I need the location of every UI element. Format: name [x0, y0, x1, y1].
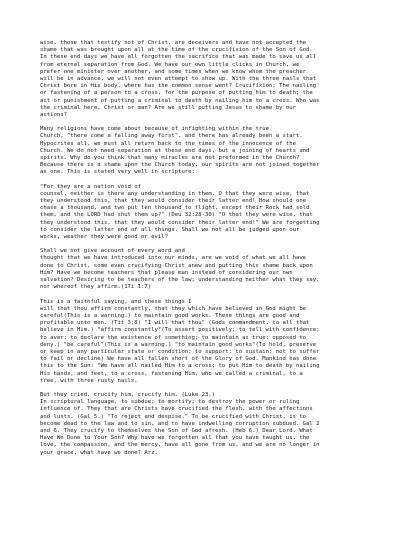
document-page: [40, 40, 390, 464]
paragraph: Shall we not give account of every word and thought that we have introduced into our minds, are we void of what we all have done to Christ, some even crucifying Christ anew and putting this shame back upon Him? Have we become teachers that please man instead of considering our own salvation? Desiring to be teachers of the law; understanding neither what they say, nor whereof they affirm.(1Ti 1:7): [40, 248, 320, 291]
paragraph: But they cried, crucify him, crucify him. (Luke 23.) In scriptural language, to subdue; to mortify; to destroy the power or ruling influence of. They that are Christs have crucified the flesh, with the affections and lusts. (Gal 5.) "To reject and despise." To be crucified with Christ, is to become dead to the law and to sin, and to have indwelling corruption subdued. Gal 2 and 6. They crucify to themselves the Son of God afresh. (Heb 6.) Dear Lord, What Have We Done to Your Son? Why have we forgotten all that you have taught us, the love, the compassion, and the mercy, have all gone from us, and we are no longer in your grace, what have we done? Arz.: [40, 391, 320, 456]
scripture-quote-paragraph: "For they are a nation void of counsel, neither is there any understanding in them. O that they were wise, that they understood this, that they would consider their latter end! How should one chase a thousand, and two put ten thousand to flight, except their Rock had sold them, and the LORD had shut them up?" (Deu 32:28-30) "O that they were wise, that they understood this, that they would consider their latter end!" We are forgetting to consider the latter end of all things. Shall we not all be judged upon our works, weather they were good or evil?: [40, 183, 320, 241]
paragraph: Many religions have come about because of infighting within the true Church, "there come a falling away first", and there has already been a start. Hypocrites all, we must all return back to the times of the innocence of the Church. We do not need separation at these end days, but a joining of hearts and spirits. Why do you think that many miracles are not preformed in the Church? Because there is a shame upon the Church today, our spirits are not joined together as one. This is stated very well in scripture;: [40, 126, 320, 176]
paragraph: This is a faithful saying, and these things I will that thou affirm constantly, that they which have believed in God might be careful(This is a warning.) to maintain good works. These things are good and profitable unto men. (Tit 3:8) "I will that thou" (Gods commandment, to all that believe in Him.) "affirm constantly"(To assert positively; to tell with confidence; to aver; to declare the existence of something; to maintain as true; opposed to deny.) "be careful"(This is a warning.) "to maintain good works"(To hold, preserve or keep in any particular state or condition; to support; to sustain; not to suffer to fail or decline) We have all fallen short of the Glory of God. Mankind has done this to the Sun: "We have all nailed Him to a cross; to put Him to death by nailing His hands, and feet, to a cross, fastening Him, who we called a criminal, to a tree, with three rusty nails.: [40, 298, 320, 384]
paragraph: wise, those that testify not of Christ, are deceivers and have not accepted the shame that was brought upon all at the time of the crucifixion of the Son of God. In these end days we have all forgotten the sacrifice that was made to save us all from eternal separation from God. We have our own little clicks in Church, we prefer one minister over another, and some times when we know whom the preacher will be in advance, we will not even attempt to show up. With the three nails that Christ bore in His body, where has the common sense went? Crucifixion; The nailing or fastening of a person to a cross, for the purpose of putting him to death; the act or punishment of putting a criminal to death by nailing him to a cross. Who was the criminal here, Christ or man? Are we still putting Jesus to shame by our actions?: [40, 40, 320, 119]
